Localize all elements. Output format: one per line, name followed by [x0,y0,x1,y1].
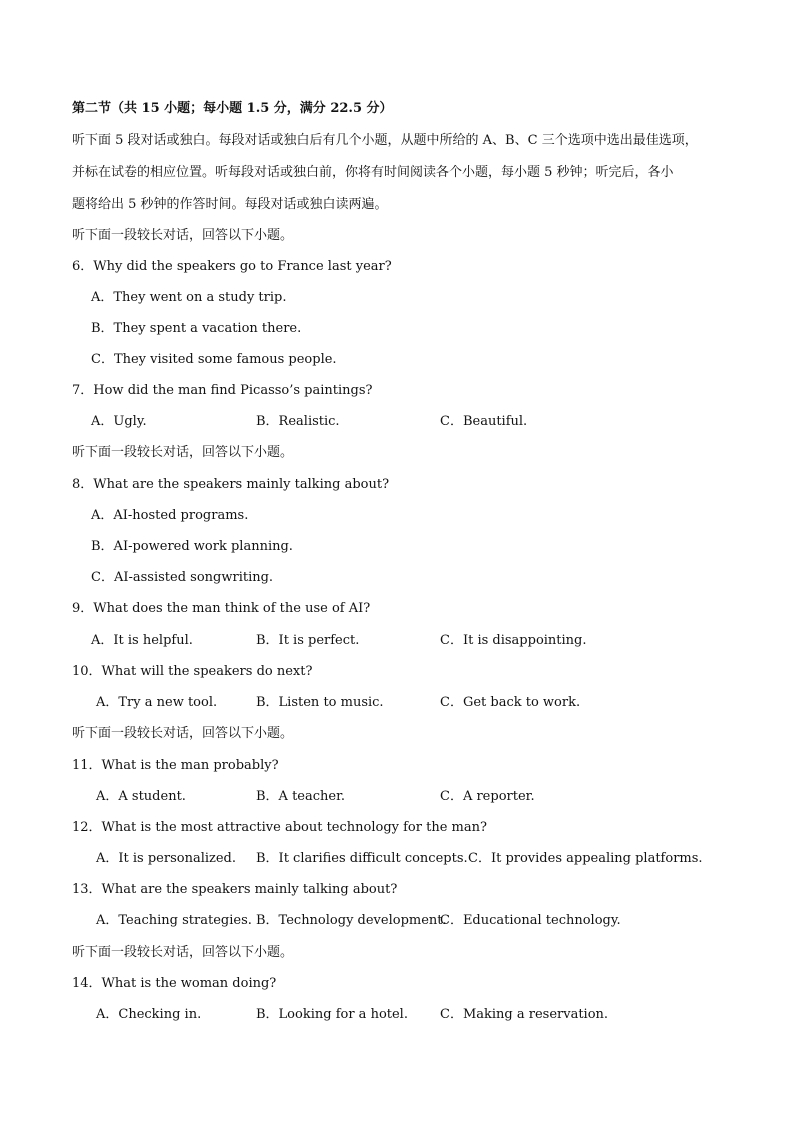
instruction-line-2: 并标在试卷的相应位置。听每段对话或独白前，你将有时间阅读各个小题，每小题 5 秒钟；听完后，各小 [72,165,674,180]
option-c[interactable]: C．They visited some famous people. [91,352,337,367]
option-b[interactable]: B．Technology development. [256,913,447,928]
option-a[interactable]: A．Checking in. [96,1007,202,1022]
option-c[interactable]: C．Beautiful. [440,414,528,429]
option-c[interactable]: C．AI-assisted songwriting. [91,570,274,585]
option-a[interactable]: A．Teaching strategies. [96,913,252,928]
listening-prompt: 听下面一段较长对话，回答以下小题。 [72,726,294,741]
option-b[interactable]: B．It is perfect. [256,633,360,648]
listening-prompt: 听下面一段较长对话，回答以下小题。 [72,445,294,460]
option-a[interactable]: A．It is helpful. [91,633,193,648]
option-b[interactable]: B．Looking for a hotel. [256,1007,408,1022]
option-a[interactable]: A．A student. [96,789,186,804]
question-stem: 9．What does the man think of the use of AI? [72,601,371,616]
instruction-line-3: 题将给出 5 秒钟的作答时间。每段对话或独白读两遍。 [72,197,388,212]
instruction-line-1: 听下面 5 段对话或独白。每段对话或独白后有几个小题，从题中所给的 A、B、C 三个选项中选出最佳选项， [72,133,698,148]
option-c[interactable]: C．Educational technology. [440,913,621,928]
option-b[interactable]: B．They spent a vacation there. [91,321,302,336]
question-stem: 11．What is the man probably? [72,758,279,773]
question-stem: 8．What are the speakers mainly talking about? [72,477,390,492]
option-c[interactable]: C．A reporter. [440,789,535,804]
option-c[interactable]: C．It provides appealing platforms. [468,851,703,866]
option-a[interactable]: A．It is personalized. [96,851,237,866]
option-c[interactable]: C．Making a reservation. [440,1007,609,1022]
section-heading: 第二节（共 15 小题；每小题 1.5 分，满分 22.5 分） [72,101,393,116]
option-b[interactable]: B．It clarifies difficult concepts. [256,851,468,866]
option-a[interactable]: A．Try a new tool. [96,695,218,710]
question-stem: 10．What will the speakers do next? [72,664,313,679]
option-b[interactable]: B．AI-powered work planning. [91,539,293,554]
option-a[interactable]: A．They went on a study trip. [91,290,287,305]
option-a[interactable]: A．Ugly. [91,414,147,429]
option-b[interactable]: B．A teacher. [256,789,346,804]
option-a[interactable]: A．AI-hosted programs. [91,508,249,523]
option-c[interactable]: C．Get back to work. [440,695,581,710]
question-stem: 12．What is the most attractive about technology for the man? [72,820,487,835]
option-b[interactable]: B．Realistic. [256,414,340,429]
option-b[interactable]: B．Listen to music. [256,695,384,710]
question-stem: 7．How did the man find Picasso’s paintings? [72,383,373,398]
question-stem: 6．Why did the speakers go to France last year? [72,259,392,274]
question-stem: 14．What is the woman doing? [72,976,277,991]
question-stem: 13．What are the speakers mainly talking about? [72,882,398,897]
listening-prompt: 听下面一段较长对话，回答以下小题。 [72,228,294,243]
listening-prompt: 听下面一段较长对话，回答以下小题。 [72,945,294,960]
option-c[interactable]: C．It is disappointing. [440,633,587,648]
